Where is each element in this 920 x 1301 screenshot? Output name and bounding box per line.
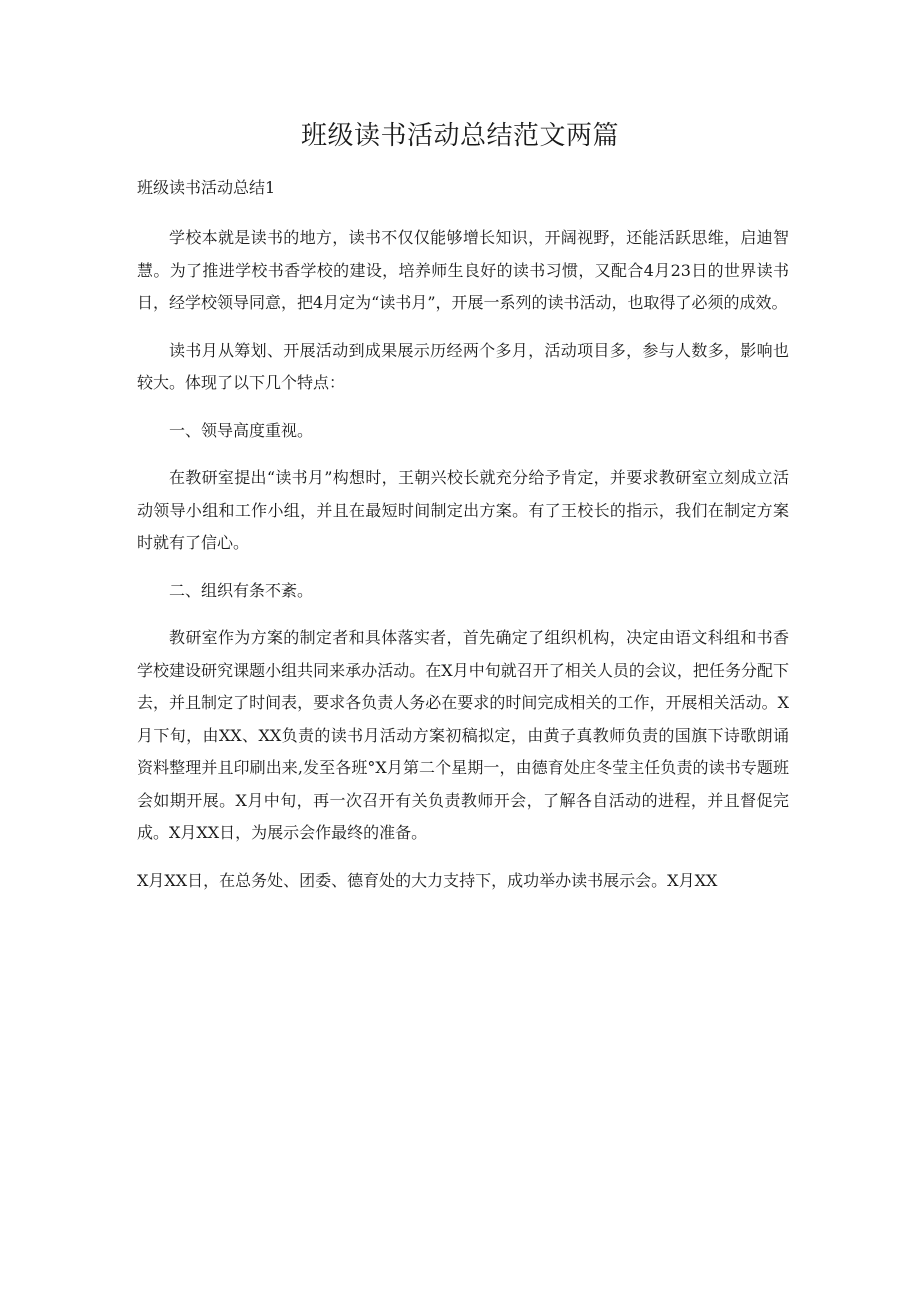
section-subtitle: 班级读书活动总结1 — [137, 178, 276, 197]
paragraph-organization: 教研室作为方案的制定者和具体落实者，首先确定了组织机构，决定由语文科组和书香学校建设研究课题小组共同来承办活动。在X月中旬就召开了相关人员的会议，把任务分配下去，并且制定了时间表，要求各负责人务必在要求的时间完成相关的工作，开展相关活动。X月下旬，由XX、XX负责的读书月活动方案初稿拟定，由黄子真教师负责的国旗下诗歌朗诵资料整理并且印刷出来,发至各班°X月第二个星期一，由德育处庄冬莹主任负责的读书专题班会如期开展。X月中旬，再一次召开有关负责教师开会，了解各自活动的进程，并且督促完成。X月XX日，为展示会作最终的准备。 — [137, 628, 789, 842]
paragraph-leadership: 在教研室提出“读书月”构想时，王朝兴校长就充分给予肯定，并要求教研室立刻成立活动领导小组和工作小组，并且在最短时间制定出方案。有了王校长的指示，我们在制定方案时就有了信心。 — [137, 468, 789, 552]
heading-organization: 二、组织有条不紊。 — [169, 580, 314, 600]
paragraph-overview: 读书月从筹划、开展活动到成果展示历经两个多月，活动项目多，参与人数多，影响也较大。体现了以下几个特点： — [137, 340, 789, 392]
heading-leadership: 一、领导高度重视。 — [169, 420, 314, 440]
page-title: 班级读书活动总结范文两篇 — [300, 121, 619, 151]
document-body — [137, 222, 789, 912]
paragraph-exhibition: X月XX日，在总务处、团委、德育处的大力支持下，成功举办读书展示会。X月XX — [137, 870, 718, 890]
paragraph-intro: 学校本就是读书的地方，读书不仅仅能够增长知识，开阔视野，还能活跃思维，启迪智慧。为了推进学校书香学校的建设，培养师生良好的读书习惯，又配合4月23日的世界读书日，经学校领导同意，把4月定为“读书月”，开展一系列的读书活动，也取得了必须的成效。 — [137, 228, 789, 312]
